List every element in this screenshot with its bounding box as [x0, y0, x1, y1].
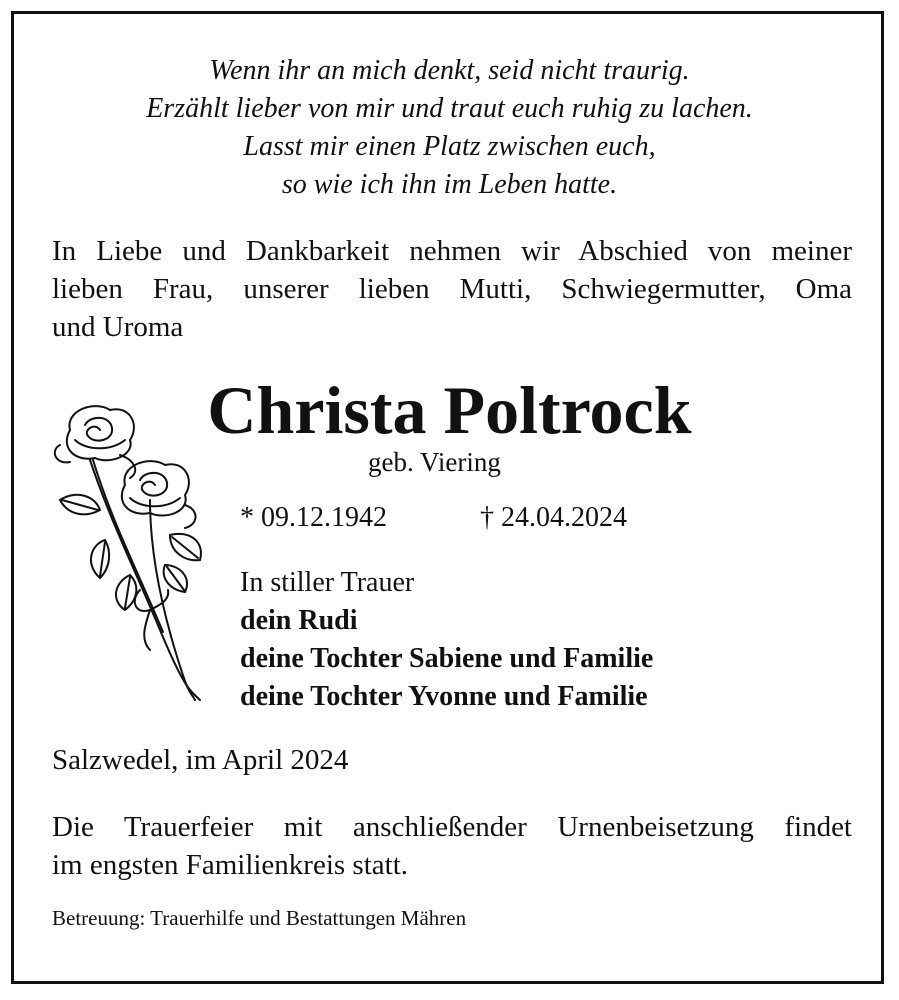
- mourner-name: dein Rudi: [240, 605, 358, 636]
- intro-line: und Uroma: [52, 311, 184, 343]
- poem: [0, 52, 899, 204]
- intro-line: lieben Frau, unserer lieben Mutti, Schwiegermutter, Oma: [52, 273, 852, 305]
- intro-line: In Liebe und Dankbarkeit nehmen wir Abschied von meiner: [52, 235, 852, 267]
- birth-date: * 09.12.1942: [240, 502, 387, 533]
- funeral-home: Betreuung: Trauerhilfe und Bestattungen Mähren: [52, 906, 467, 930]
- service-line: Die Trauerfeier mit anschließender Urnenbeisetzung findet: [52, 811, 852, 843]
- death-date: † 24.04.2024: [480, 502, 627, 533]
- mourners-intro: In stiller Trauer: [240, 567, 415, 598]
- poem-line: Lasst mir einen Platz zwischen euch,: [243, 131, 656, 162]
- poem-line: Erzählt lieber von mir und traut euch ruhig zu lachen.: [146, 93, 753, 124]
- maiden-name: geb. Viering: [368, 447, 501, 477]
- mourners: [240, 564, 653, 716]
- intro-text: [52, 232, 852, 346]
- mourner-name: deine Tochter Yvonne und Familie: [240, 681, 648, 712]
- poem-line: Wenn ihr an mich denkt, seid nicht traurig.: [209, 55, 690, 86]
- deceased-name: Christa Poltrock: [207, 372, 692, 448]
- service-text: [52, 808, 852, 884]
- poem-line: so wie ich ihn im Leben hatte.: [281, 169, 618, 200]
- place-date: Salzwedel, im April 2024: [52, 744, 349, 776]
- service-line: im engsten Familienkreis statt.: [52, 849, 409, 881]
- mourner-name: deine Tochter Sabiene und Familie: [240, 643, 654, 674]
